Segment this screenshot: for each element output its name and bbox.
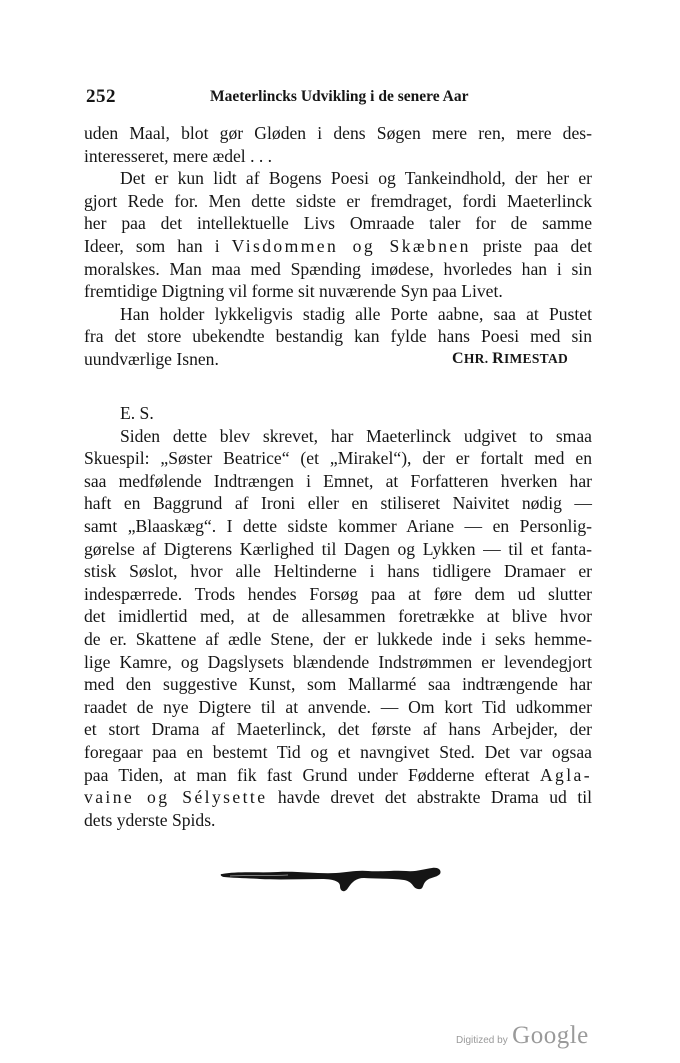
author-signature: CHR. RIMESTAD (452, 350, 569, 367)
text-line: Skuespil: „Søster Beatrice“ (et „Mirakel“), der er fortalt med en (84, 448, 592, 469)
text-line: haft en Baggrund af Ironi eller en stiliseret Naivitet nødig — (84, 493, 592, 514)
text-fragment: Ideer, som han i (84, 235, 232, 256)
text-line: fra det store ubekendte bestandig kan fylde hans Poesi med sin (84, 326, 592, 347)
section-heading: E. S. (120, 403, 154, 423)
digitized-watermark: Digitized by Google (456, 1022, 589, 1049)
text-line: med den suggestive Kunst, som Mallarmé saa indtrængende har (84, 674, 592, 695)
text-line: gørelse af Digterens Kærlighed til Dagen og Lykken — til et fanta- (84, 538, 592, 559)
text-line: stisk Søslot, hvor alle Heltinderne i hans tidligere Dramaer er (84, 561, 592, 582)
text-line: det imidlertid med, at de allesammen foretrække at blive hvor (84, 606, 592, 627)
text-line: saa medfølende Indtrængen i Emnet, at Forfatteren hverken har (84, 470, 592, 491)
text-line: moralskes. Man maa med Spænding imødese, hvorledes han i sin (84, 258, 592, 279)
text-line: interesseret, mere ædel . . . (84, 145, 273, 166)
spaced-title: Visdommen og Skæbnen (231, 235, 471, 256)
text-line: Siden dette blev skrevet, har Maeterlinck udgivet to smaa (120, 425, 592, 446)
spaced-title: vaine og Sélysette (84, 787, 268, 808)
text-line (84, 764, 592, 787)
google-logo: Google (512, 1022, 589, 1049)
body-section-2 (84, 402, 592, 831)
running-head: Maeterlincks Udvikling i de senere Aar (210, 88, 469, 105)
text-line: samt „Blaaskæg“. I dette sidste kommer Ariane — en Personlig- (84, 515, 592, 536)
text-line (84, 235, 592, 258)
text-fragment: paa Tiden, at man fik fast Grund under Fødderne efterat (84, 764, 540, 785)
text-line: raadet de nye Digtere til at anvende. — Om kort Tid udkommer (84, 696, 592, 717)
text-line: fremtidige Digtning vil forme sit nuværende Syn paa Livet. (84, 281, 503, 302)
text-line: foregaar paa en bestemt Tid og et navngivet Sted. Det var ogsaa (84, 741, 592, 762)
text-line: uundværlige Isnen. (84, 348, 219, 369)
text-line: et stort Drama af Maeterlinck, det første af hans Arbejder, der (84, 719, 592, 740)
text-line: lige Kamre, og Dagslysets blændende Indstrømmen er levendegjort (84, 651, 592, 672)
text-line: her paa det intellektuelle Livs Omraade taler for de samme (84, 213, 592, 234)
text-fragment: havde drevet det abstrakte Drama ud til (267, 787, 592, 808)
text-line: gjort Rede for. Men dette sidste er fremdraget, fordi Maeterlinck (84, 190, 592, 211)
spaced-title: Agla- (539, 764, 592, 785)
text-line: Han holder lykkeligvis stadig alle Porte aabne, saa at Pustet (120, 303, 592, 324)
text-line: dets yderste Spids. (84, 809, 216, 830)
text-fragment: priste paa det (470, 235, 592, 256)
text-line: uden Maal, blot gør Gløden i dens Søgen mere ren, mere des- (84, 123, 592, 143)
body-section-1 (84, 122, 592, 371)
text-line: Det er kun lidt af Bogens Poesi og Tankeindhold, der her er (120, 168, 592, 189)
decorative-ornament-icon (218, 862, 444, 896)
page-number: 252 (86, 86, 116, 107)
text-line: de er. Skattene af ædle Stene, der er lukkede inde i seks hemme- (84, 628, 592, 649)
text-line (84, 786, 592, 809)
text-line: indespærrede. Trods hendes Forsøg paa at føre dem ud slutter (84, 583, 592, 604)
